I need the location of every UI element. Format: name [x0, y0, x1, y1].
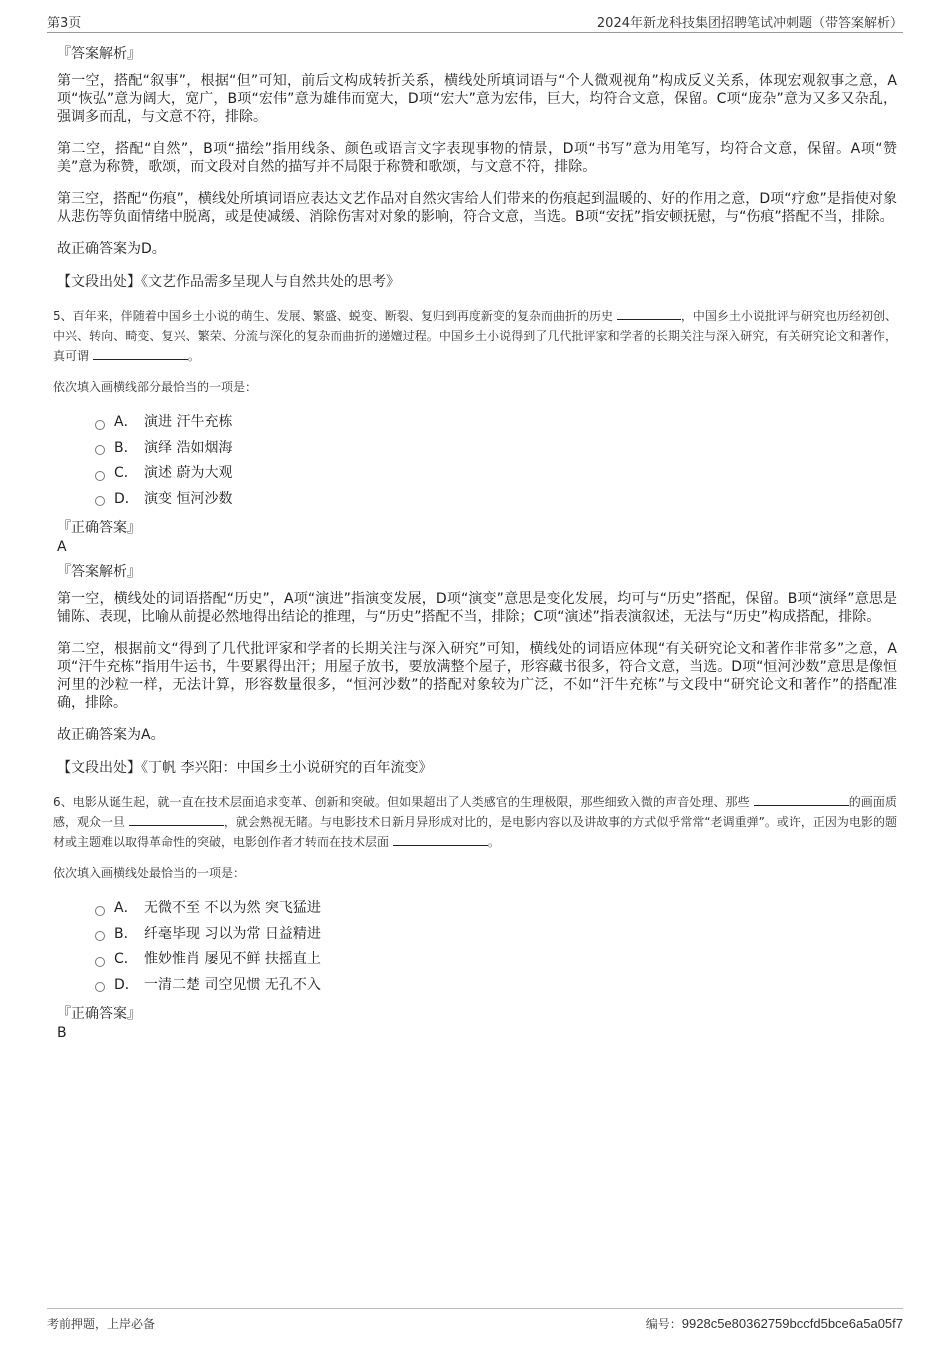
radio-icon[interactable] — [95, 957, 105, 967]
q6-option-a[interactable] — [95, 896, 897, 922]
q5-option-c[interactable] — [95, 461, 897, 487]
radio-icon[interactable] — [95, 496, 105, 506]
analysis-label: 『答案解析』 — [57, 564, 141, 580]
radio-icon[interactable] — [95, 906, 105, 916]
code-value: 9928c5e80362759bccfd5bce6a5a05f7 — [681, 1316, 903, 1331]
fill-blank — [393, 833, 488, 846]
q4-analysis-blank2: 第二空，搭配“自然”，B项“描绘”指用线条、颜色或语言文字表现事物的情景，D项“书写”意为用笔写，均符合文意，保留。A项“赞美”意为称赞，歌颂，而文段对自然的描写并不局限于称赞和歌颂，与文意不符，排除。 — [57, 141, 897, 175]
option-text: 演述 蔚为大观 — [144, 465, 233, 481]
source-prefix: 【文段出处】 — [57, 274, 141, 290]
document-title: 2024年新龙科技集团招聘笔试冲刺题（带答案解析） — [596, 16, 903, 31]
q5-source — [57, 758, 897, 778]
q4-analysis-blank3: 第三空，搭配“伤痕”，横线处所填词语应表达文艺作品对自然灾害给人们带来的伤痕起到温暖的、好的作用之意，D项“疗愈”是指使对象从悲伤等负面情绪中脱离，或是使减缓、消除伤害对对象的影响，符合文意，当选。B项“安抚”指安顿抚慰，与“伤痕”搭配不当，排除。 — [57, 191, 897, 225]
q6-stem-part1: 6、电影从诞生起，就一直在技术层面追求变革、创新和突破。但如果超出了人类感官的生理极限，那些细致入微的声音处理、那些 — [53, 795, 750, 809]
q5-analysis-blank2: 第二空，根据前文“得到了几代批评家和学者的长期关注与深入研究”可知，横线处的词语应体现“有关研究论文和著作非常多”之意，A项“汗牛充栋”指用牛运书，牛要累得出汗；用屋子放书，要放满整个屋子，形容藏书很多，符合文意，当选。D项“恒河沙数”意思是像恒河里的沙粒一样，无法计算，形容数量很多，“恒河沙数”的搭配对象较为广泛，不如“汗牛充栋”与文段中“研究论文和著作”的搭配准确，排除。 — [57, 641, 897, 711]
code-label: 编号： — [645, 1317, 682, 1331]
q5-option-b[interactable] — [95, 436, 897, 462]
q6-stem-part4: 。 — [487, 835, 500, 849]
analysis-label: 『答案解析』 — [57, 46, 141, 62]
option-text: 一清二楚 司空见惯 无孔不入 — [144, 976, 321, 993]
q5-stem-part3: 。 — [187, 349, 200, 363]
option-text: 惟妙惟肖 屡见不鲜 扶摇直上 — [144, 951, 321, 967]
q6-options — [95, 896, 897, 998]
q6-correct-answer: B — [57, 1025, 67, 1041]
q6-option-c[interactable] — [95, 947, 897, 973]
footer-slogan: 考前押题，上岸必备 — [47, 1317, 156, 1331]
page-footer — [47, 1308, 903, 1335]
q5-options — [95, 410, 897, 512]
radio-icon[interactable] — [95, 931, 105, 941]
option-text: 演变 恒河沙数 — [144, 490, 233, 507]
page-header — [47, 10, 903, 33]
radio-icon[interactable] — [95, 420, 105, 430]
source-title: 《文艺作品需多呈现人与自然共处的思考》 — [141, 274, 400, 290]
q6-option-b[interactable] — [95, 922, 897, 948]
correct-answer-label: 『正确答案』 — [57, 1006, 141, 1022]
option-text: 演绎 浩如烟海 — [144, 439, 233, 456]
fill-blank — [754, 793, 849, 806]
q5-stem — [53, 306, 897, 366]
option-letter: D． — [114, 976, 139, 993]
option-letter: C． — [114, 465, 138, 481]
q4-analysis-blank1: 第一空，搭配“叙事”，根据“但”可知，前后文构成转折关系，横线处所填词语与“个人微观视角”构成反义关系，体现宏观叙事之意，A项“恢弘”意为阔大，宽广，B项“宏伟”意为雄伟而宽大，D项“宏大”意为宏伟，巨大，均符合文意，保留。C项“庞杂”意为又多又杂乱，强调多而乱，与文意不符，排除。 — [57, 73, 897, 125]
fill-blank — [129, 813, 224, 826]
option-letter: A． — [114, 414, 138, 430]
option-letter: B． — [114, 439, 138, 456]
radio-icon[interactable] — [95, 445, 105, 455]
q5-stem-part1: 5、百年来，伴随着中国乡土小说的萌生、发展、繁盛、蜕变、断裂、复归到再度新变的复杂而曲折的历史 — [53, 309, 614, 323]
q6-stem-part3: ，就会熟视无睹。与电影技术日新月异形成对比的，是电影内容以及讲故事的方式似乎常常“老调重弹”。或许，正因为电影的题材或主题难以取得革命性的突破，电影创作者才转而在技术层面 — [53, 815, 897, 849]
source-prefix: 【文段出处】 — [57, 760, 141, 776]
q6-option-d[interactable] — [95, 973, 897, 999]
q6-stem — [53, 792, 897, 852]
option-letter: B． — [114, 925, 138, 942]
q4-conclusion: 故正确答案为D。 — [57, 241, 166, 257]
q6-stem-part2: 的画面质感，观众一旦 — [53, 795, 897, 829]
q5-conclusion: 故正确答案为A。 — [57, 727, 165, 743]
radio-icon[interactable] — [95, 471, 105, 481]
q5-option-a[interactable] — [95, 410, 897, 436]
page-content — [53, 44, 897, 1048]
radio-icon[interactable] — [95, 982, 105, 992]
q5-stem-part2: ，中国乡土小说批评与研究也历经初创、中兴、转向、畸变、复兴、繁荣、分流与深化的复杂而曲折的递嬗过程。中国乡土小说得到了几代批评家和学者的长期关注与深入研究，有关研究论文和著作，真可谓 — [53, 309, 897, 363]
page-number: 第3页 — [47, 16, 82, 31]
option-letter: D． — [114, 490, 139, 507]
option-text: 纤毫毕现 习以为常 日益精进 — [144, 925, 321, 942]
q5-correct-answer: A — [57, 539, 67, 555]
document-code — [646, 1315, 903, 1332]
q5-prompt: 依次填入画横线部分最恰当的一项是： — [53, 380, 258, 394]
option-letter: A． — [114, 900, 138, 916]
option-text: 无微不至 不以为然 突飞猛进 — [144, 900, 321, 916]
option-text: 演进 汗牛充栋 — [144, 414, 233, 430]
fill-blank — [93, 347, 188, 360]
fill-blank — [617, 307, 681, 320]
q5-analysis-blank1: 第一空，横线处的词语搭配“历史”，A项“演进”指演变发展，D项“演变”意思是变化发展，均可与“历史”搭配，保留。B项“演绎”意思是铺陈、表现，比喻从前提必然地得出结论的推理，与“历史”搭配不当，排除；C项“演述”指表演叙述，无法与“历史”构成搭配，排除。 — [57, 591, 897, 625]
option-letter: C． — [114, 951, 138, 967]
q5-option-d[interactable] — [95, 487, 897, 513]
q4-source — [57, 272, 897, 292]
source-title: 《丁帆 李兴阳：中国乡土小说研究的百年流变》 — [141, 760, 433, 776]
q6-prompt: 依次填入画横线处最恰当的一项是： — [53, 866, 246, 880]
correct-answer-label: 『正确答案』 — [57, 520, 141, 536]
